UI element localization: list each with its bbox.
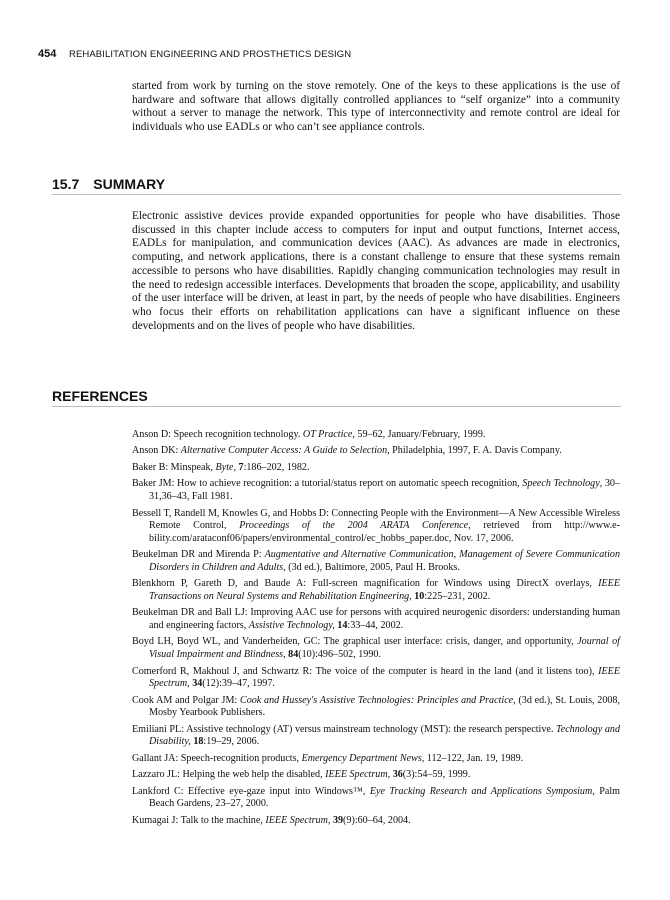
reference-item bbox=[132, 636, 620, 661]
reference-text: , retrieved from http://www.e-bility.com/arataconf06/papers/environmental_control/ec_hobbs_paper.doc, Nov. 17, 2006. bbox=[149, 520, 620, 544]
reference-source-title: Technology and Disability, bbox=[149, 723, 620, 748]
reference-item bbox=[132, 695, 620, 720]
reference-source-title: Augmentative and Alternative Communication, Management of Severe Communication Disorders in Children and Adults, bbox=[149, 549, 620, 573]
reference-source-title: Proceedings of the 2004 ARATA Conference bbox=[239, 520, 469, 532]
reference-item bbox=[132, 578, 620, 603]
reference-text: :186–202, 1982. bbox=[243, 461, 310, 473]
reference-text: Palm Beach Gardens, 23–27, 2000. bbox=[149, 785, 620, 810]
summary-title: SUMMARY bbox=[93, 176, 166, 192]
reference-source-title: IEEE Spectrum, bbox=[325, 769, 391, 781]
reference-text: Cook AM and Polgar JM: bbox=[132, 694, 240, 706]
reference-source-title: Alternative Computer Access: A Guide to Selection bbox=[180, 445, 388, 457]
reference-volume: 7 bbox=[238, 461, 244, 473]
summary-divider bbox=[52, 194, 621, 195]
running-header bbox=[38, 48, 351, 60]
reference-text: (3d ed.), Baltimore, 2005, Paul H. Brooks. bbox=[285, 561, 460, 573]
reference-text: , Philadelphia, 1997, F. A. Davis Company. bbox=[387, 445, 562, 457]
reference-text: Baker B: Minspeak, bbox=[132, 461, 216, 473]
reference-item bbox=[132, 508, 620, 546]
reference-text: , 59–62, January/February, 1999. bbox=[352, 429, 486, 440]
reference-text: , 30–31,36–43, Fall 1981. bbox=[149, 478, 621, 503]
reference-item bbox=[132, 478, 620, 503]
reference-source-title: IEEE Transactions on Neural Systems and Rehabilitation Engineering, bbox=[149, 578, 620, 602]
reference-source-title: IEEE Spectrum, bbox=[149, 665, 620, 690]
reference-text: :33–44, 2002. bbox=[347, 619, 404, 631]
reference-text: Emiliani PL: Assistive technology (AT) versus mainstream technology (MST): the research perspective. bbox=[132, 723, 557, 735]
reference-text: Bessell T, Randell M, Knowles G, and Hobbs D: Connecting People with the Environment—A New Accessible Wireless Remote Control, bbox=[132, 507, 620, 532]
reference-text: (9):60–64, 2004. bbox=[343, 814, 411, 826]
reference-text: Comerford R, Makhoul J, and Schwartz R: The voice of the computer is heard in the land (and it listens too), bbox=[132, 665, 599, 677]
reference-text: (3d ed.), St. Louis, 2008, Mosby Yearbook Publishers. bbox=[149, 694, 621, 719]
summary-heading bbox=[52, 176, 165, 192]
reference-volume: 10 bbox=[414, 590, 425, 602]
reference-source-title: IEEE Spectrum, bbox=[265, 814, 331, 826]
reference-source-title: Journal of Visual Impairment and Blindness, bbox=[149, 636, 620, 661]
reference-text: (3):54–59, 1999. bbox=[402, 769, 471, 781]
reference-text: :19–29, 2006. bbox=[203, 736, 260, 748]
summary-paragraph: Electronic assistive devices provide expanded opportunities for people who have disabilities. Those discussed in this chapter include access to computers for input and output functions, Internet access, EADLs for manipulation, and communication devices (AAC). As advances are made in electronics, computing, and network applications, there is a constant challenge to ensure that these systems remain accessible to persons who have disabilities. Rapidly changing communication technologies may result in the need to redesign accessible interfaces. Developments that broaden the scope, applicability, and usability of the user interface will be driven, at least in part, by the needs of people who have disabilities. Engineers who focus their efforts on rehabilitation applications can have a significant influence on these developments and on the lives of people who have disabilities. bbox=[132, 210, 620, 332]
running-title: REHABILITATION ENGINEERING AND PROSTHETICS DESIGN bbox=[69, 49, 352, 60]
reference-text: Kumagai J: Talk to the machine, bbox=[132, 814, 266, 826]
reference-item bbox=[132, 549, 620, 574]
reference-list bbox=[132, 429, 620, 831]
reference-text: , bbox=[233, 461, 239, 473]
reference-item bbox=[132, 666, 620, 691]
reference-text: (12):39–47, 1997. bbox=[202, 678, 275, 690]
intro-paragraph: started from work by turning on the stove remotely. One of the keys to these applications is the use of hardware and software that allows digitally controlled appliances to “self organize” into a community without a server to manage the network. This type of interconnectivity and remote control are ideal for individuals who use EADLs or who can’t see appliance controls. bbox=[132, 80, 620, 134]
reference-text: Beukelman DR and Mirenda P: bbox=[132, 549, 265, 561]
reference-item bbox=[132, 445, 620, 458]
reference-item bbox=[132, 607, 620, 632]
page-number: 454 bbox=[38, 48, 57, 60]
reference-text: Blenkhorn P, Gareth D, and Baude A: Full-screen magnification for Windows using DirectX overlays, bbox=[132, 578, 599, 590]
reference-volume: 18 bbox=[193, 736, 204, 748]
reference-text: Boyd LH, Boyd WL, and Vanderheiden, GC: The graphical user interface: crisis, danger, and opportunity, bbox=[132, 636, 578, 648]
reference-item bbox=[132, 462, 620, 475]
reference-text: Lazzaro JL: Helping the web help the disabled, bbox=[132, 769, 326, 781]
reference-source-title: Emergency Department News, bbox=[301, 752, 425, 764]
reference-item bbox=[132, 769, 620, 782]
reference-text: (10):496–502, 1990. bbox=[298, 649, 381, 661]
references-heading: REFERENCES bbox=[52, 388, 148, 404]
reference-item bbox=[132, 753, 620, 766]
summary-section-number: 15.7 bbox=[52, 176, 80, 192]
reference-text: Anson DK: bbox=[132, 445, 181, 457]
references-divider bbox=[52, 406, 621, 407]
reference-source-title: Assistive Technology, bbox=[248, 619, 335, 631]
reference-source-title: Eye Tracking Research and Applications Symposium, bbox=[369, 785, 595, 797]
reference-source-title: Byte bbox=[215, 461, 234, 473]
reference-text: Anson D: Speech recognition technology. bbox=[132, 429, 303, 440]
reference-item bbox=[132, 429, 620, 442]
reference-source-title: OT Practice bbox=[302, 429, 353, 440]
reference-item bbox=[132, 815, 620, 828]
reference-volume: 14 bbox=[337, 619, 348, 631]
reference-volume: 36 bbox=[392, 769, 403, 781]
reference-text: Gallant JA: Speech-recognition products, bbox=[132, 752, 302, 764]
reference-volume: 84 bbox=[288, 649, 299, 661]
reference-volume: 34 bbox=[192, 678, 203, 690]
reference-text: :225–231, 2002. bbox=[424, 590, 491, 602]
reference-source-title: Speech Technology bbox=[522, 478, 600, 490]
reference-item bbox=[132, 724, 620, 749]
reference-item bbox=[132, 786, 620, 811]
reference-text: 112–122, Jan. 19, 1989. bbox=[424, 752, 524, 764]
reference-text: Lankford C: Effective eye-gaze input into Windows™, bbox=[132, 785, 370, 797]
reference-text: Beukelman DR and Ball LJ: Improving AAC use for persons with acquired neurogenic disorders: understanding human and engineering factors, bbox=[132, 607, 620, 631]
reference-volume: 39 bbox=[332, 814, 344, 826]
reference-text: Baker JM: How to achieve recognition: a tutorial/status report on automatic speech recognition, bbox=[132, 478, 523, 490]
reference-source-title: Cook and Hussey's Assistive Technologies: Principles and Practice, bbox=[239, 694, 516, 706]
